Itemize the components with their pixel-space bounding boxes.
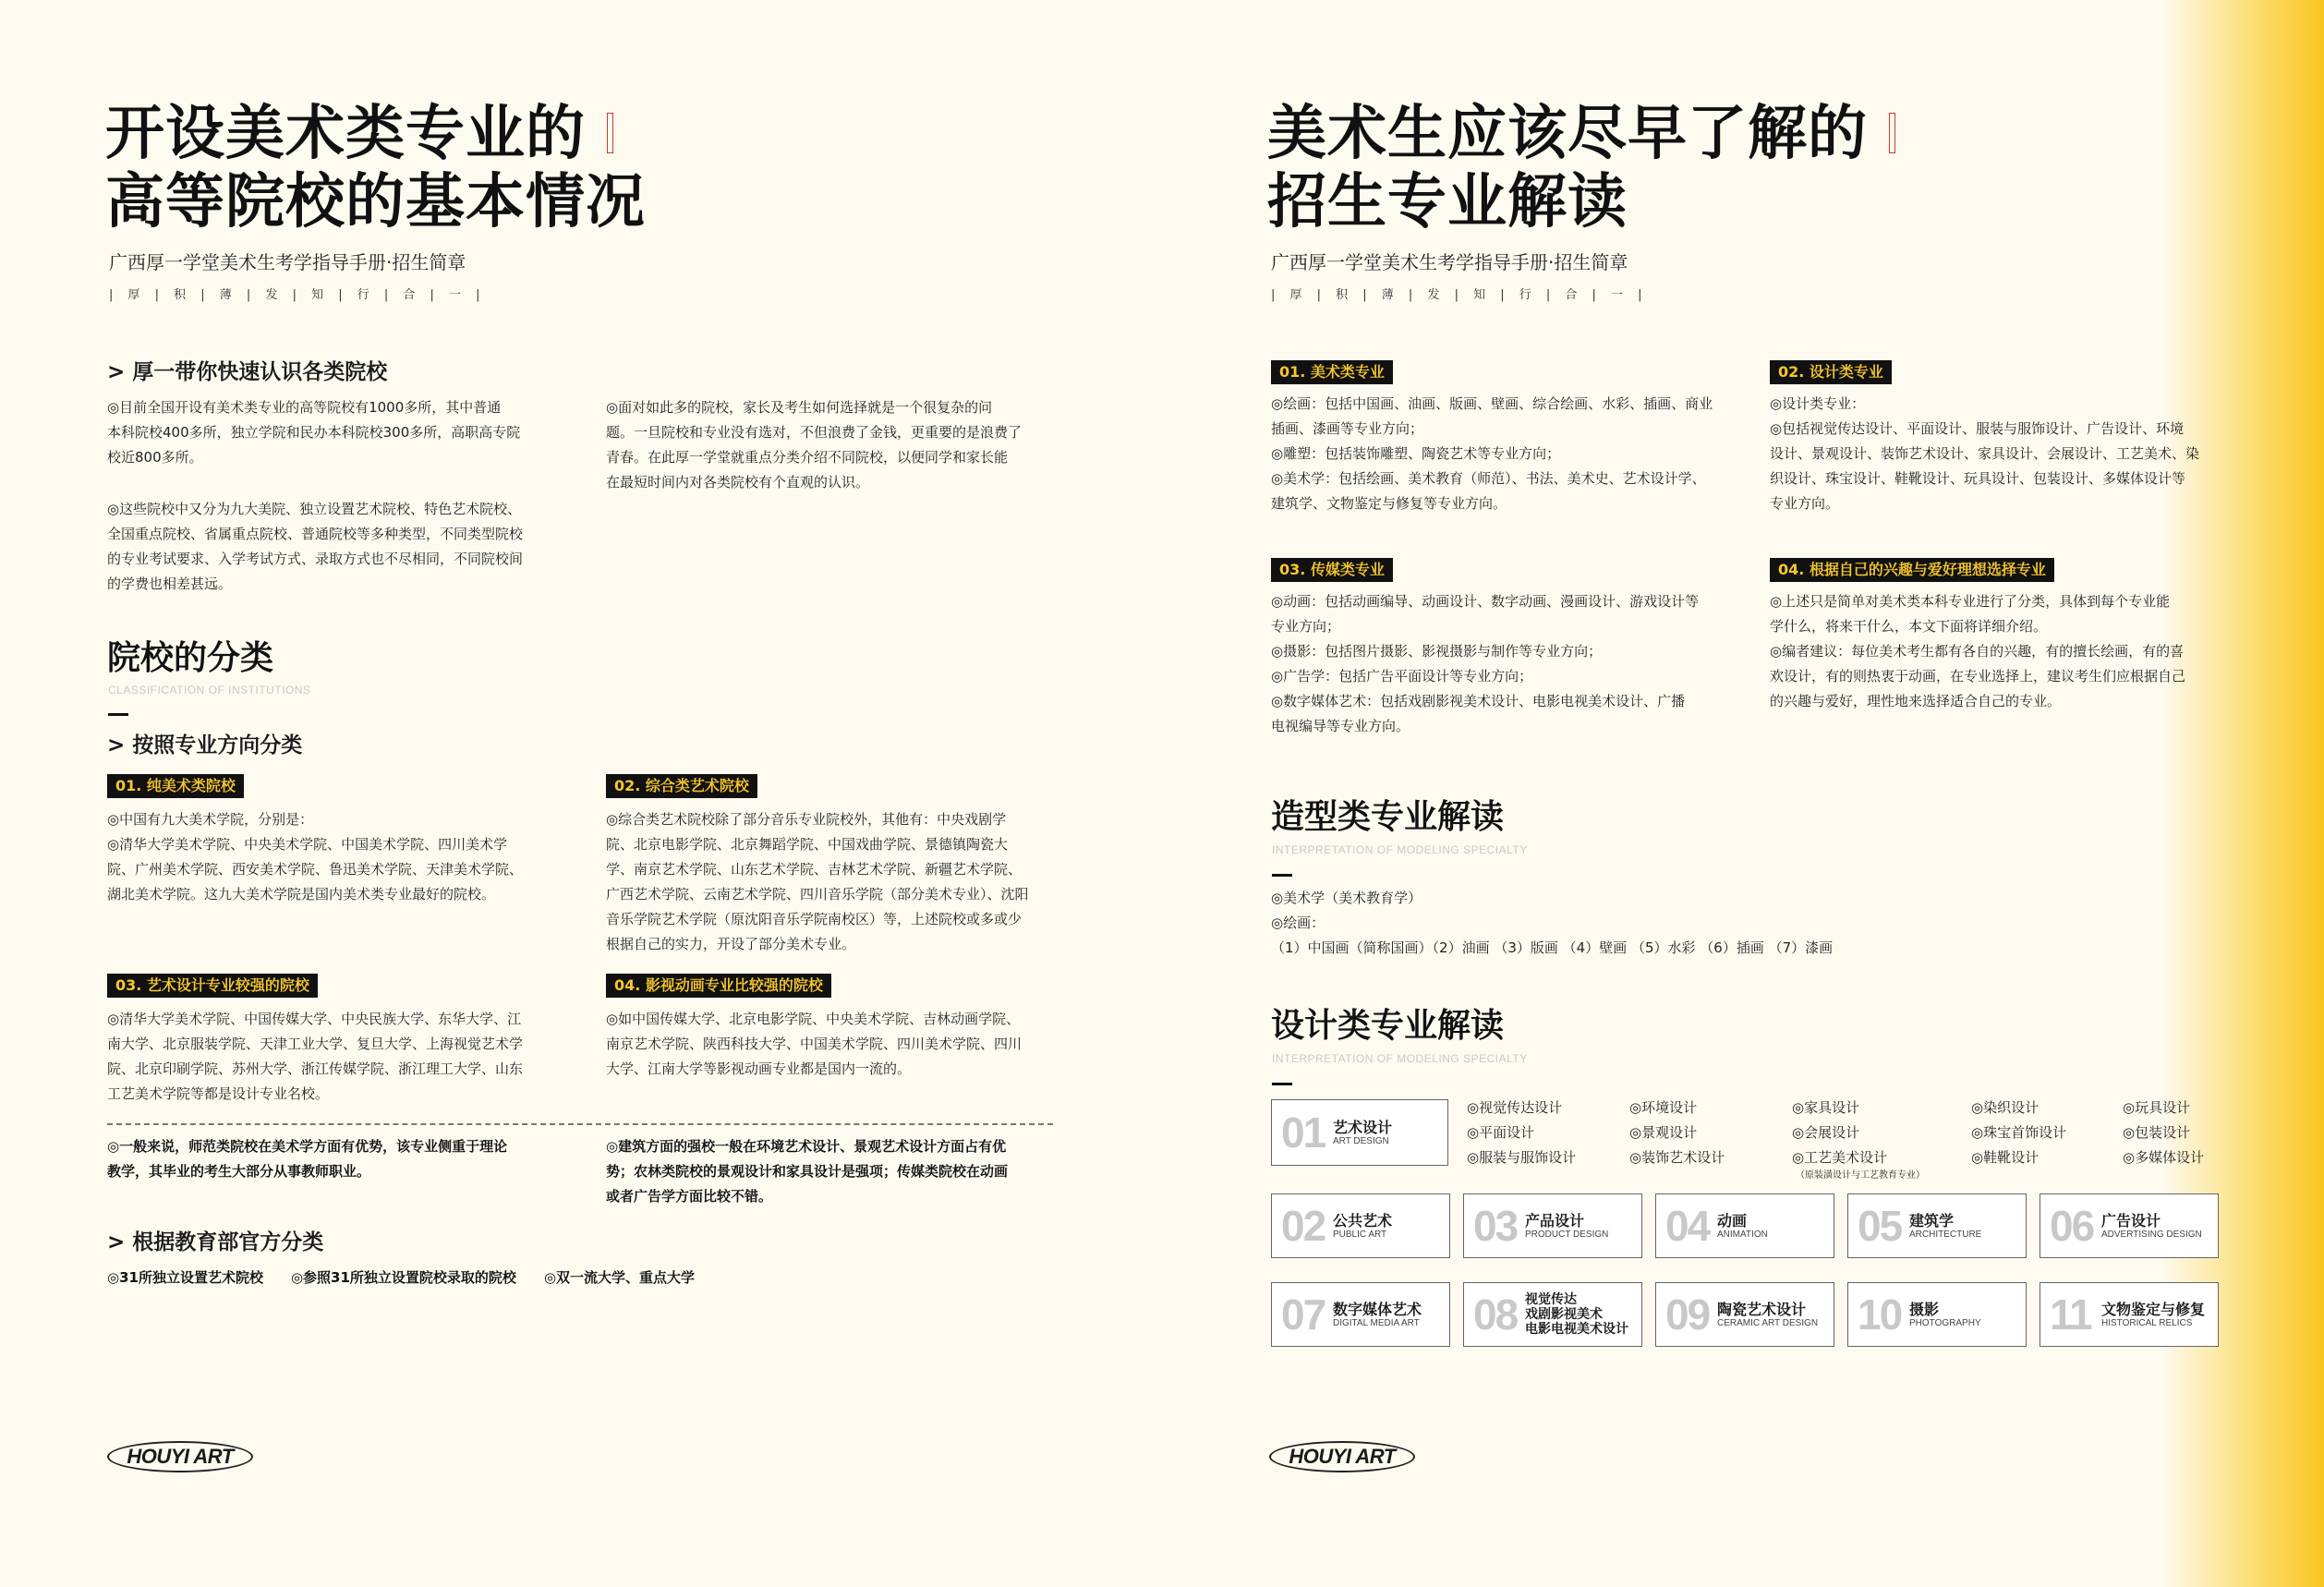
text-line: 的专业考试要求、入学考试方式、录取方式也不尽相同，不同院校间 bbox=[107, 551, 524, 567]
text-line: 教学，其毕业的考生大部分从事教师职业。 bbox=[107, 1163, 371, 1180]
official-category-list bbox=[107, 1266, 695, 1290]
category-block-3 bbox=[107, 974, 569, 1107]
major-card-05 bbox=[1847, 1193, 2027, 1258]
text-line: 或者广告学方面比较不错。 bbox=[606, 1188, 773, 1205]
card-subtitle: HISTORICAL RELICS bbox=[2101, 1318, 2193, 1328]
text-line: ◎美术学（美术教育学） bbox=[1271, 890, 1422, 906]
text-line: 根据自己的实力，开设了部分美术专业。 bbox=[606, 936, 856, 952]
list-item: ◎视觉传达设计 bbox=[1467, 1099, 1563, 1116]
card-number: 05 bbox=[1858, 1202, 1902, 1250]
list-item: ◎参照31所独立设置院校录取的院校 bbox=[290, 1269, 516, 1286]
major-block-2 bbox=[1770, 360, 2232, 516]
category-block-4 bbox=[606, 974, 1068, 1082]
text-line: ◎中国有九大美术学院，分别是： bbox=[107, 811, 314, 828]
category-tag: 03. 传媒类专业 bbox=[1271, 558, 1393, 582]
major-card-07 bbox=[1271, 1282, 1450, 1347]
intro-paragraph-2 bbox=[107, 497, 569, 597]
category-tag: 01. 纯美术类院校 bbox=[107, 774, 244, 798]
classification-heading: 院校的分类 bbox=[107, 638, 274, 677]
text-line: 织设计、珠宝设计、鞋靴设计、玩具设计、包装设计、多媒体设计等 bbox=[1770, 470, 2186, 487]
text-line: 工艺美术学院等都是设计专业名校。 bbox=[107, 1085, 330, 1102]
category-block-2 bbox=[606, 774, 1068, 957]
major-card-10 bbox=[1847, 1282, 2027, 1347]
list-item: ◎环境设计 bbox=[1629, 1099, 1698, 1116]
category-block-1 bbox=[107, 774, 569, 907]
design-list-column bbox=[1971, 1096, 2123, 1181]
text-line: 校近800多所。 bbox=[107, 449, 203, 466]
text-line: 大学、江南大学等影视动画专业都是国内一流的。 bbox=[606, 1060, 912, 1077]
text-line: 学、南京艺术学院、山东艺术学院、吉林艺术学院、新疆艺术学院、 bbox=[606, 861, 1023, 878]
text-line: ◎目前全国开设有美术类专业的高等院校有1000多所，其中普通 bbox=[107, 399, 502, 416]
right-title-line2: 招生专业解读 bbox=[1267, 167, 1628, 236]
text-line: 题。一旦院校和专业没有选对，不但浪费了金钱，更重要的是浪费了 bbox=[606, 424, 1023, 441]
design-list-column bbox=[1792, 1096, 1971, 1181]
text-line: 本科院校400多所，独立学院和民办本科院校300多所，高职高专院 bbox=[107, 424, 521, 441]
card-subtitle: PRODUCT DESIGN bbox=[1525, 1230, 1609, 1240]
text-line: ◎雕塑：包括装饰雕塑、陶瓷艺术等专业方向； bbox=[1271, 445, 1561, 462]
note-bold-2 bbox=[606, 1134, 1068, 1209]
text-line: ◎动画：包括动画编导、动画设计、数字动画、漫画设计、游戏设计等 bbox=[1271, 593, 1700, 610]
design-heading: 设计类专业解读 bbox=[1271, 1006, 1505, 1045]
text-line: 院、北京电影学院、北京舞蹈学院、中国戏曲学院、景德镇陶瓷大 bbox=[606, 836, 1009, 853]
major-card-06 bbox=[2040, 1193, 2219, 1258]
card-title: 陶瓷艺术设计 bbox=[1717, 1301, 1807, 1318]
left-subtitle: 广西厚一学堂美术生考学指导手册·招生简章 bbox=[109, 251, 466, 273]
text-line: 全国重点院校、省属重点院校、普通院校等多种类型，不同类型院校 bbox=[107, 526, 524, 542]
section-heading-official: > 根据教育部官方分类 bbox=[107, 1230, 324, 1254]
card-number: 10 bbox=[1858, 1290, 1902, 1339]
left-motto: | 厚 | 积 | 薄 | 发 | 知 | 行 | 合 | 一 | bbox=[109, 288, 486, 302]
right-motto: | 厚 | 积 | 薄 | 发 | 知 | 行 | 合 | 一 | bbox=[1271, 288, 1648, 302]
card-title: 产品设计 bbox=[1525, 1212, 1585, 1230]
card-subtitle: ANIMATION bbox=[1717, 1230, 1768, 1240]
classification-heading-en: CLASSIFICATION OF INSTITUTIONS bbox=[108, 684, 311, 697]
list-item: ◎多媒体设计 bbox=[2123, 1149, 2205, 1166]
category-tag: 02. 设计类专业 bbox=[1770, 360, 1892, 384]
card-title: 视觉传达 戏剧影视美术 电影电视美术设计 bbox=[1525, 1292, 1628, 1337]
list-item: ◎工艺美术设计 bbox=[1792, 1149, 1888, 1166]
text-line: 专业方向。 bbox=[1770, 495, 1840, 512]
major-card-row-1 bbox=[1271, 1193, 2219, 1258]
text-line: ◎摄影：包括图片摄影、影视摄影与制作等专业方向； bbox=[1271, 643, 1603, 660]
text-line: 广西艺术学院、云南艺术学院、四川音乐学院（部分美术专业）、沈阳 bbox=[606, 886, 1029, 903]
text-line: ◎如中国传媒大学、北京电影学院、中央美术学院、吉林动画学院、 bbox=[606, 1011, 1021, 1027]
card-number: 04 bbox=[1665, 1202, 1710, 1250]
major-card-03 bbox=[1463, 1193, 1642, 1258]
text-line: ◎数字媒体艺术：包括戏剧影视美术设计、电影电视美术设计、广播 bbox=[1271, 693, 1686, 709]
design-major-list bbox=[1467, 1096, 2280, 1181]
left-title bbox=[105, 100, 646, 236]
card-subtitle: PUBLIC ART bbox=[1333, 1230, 1387, 1240]
note-bold-1 bbox=[107, 1134, 569, 1184]
text-line: 院、北京印刷学院、苏州大学、浙江传媒学院、浙江理工大学、山东 bbox=[107, 1060, 524, 1077]
text-line: ◎建筑方面的强校一般在环境艺术设计、景观艺术设计方面占有优 bbox=[606, 1138, 1007, 1155]
right-title-line1: 美术生应该尽早了解的 bbox=[1267, 99, 1868, 168]
list-item: ◎服装与服饰设计 bbox=[1467, 1149, 1577, 1166]
text-line: 的学费也相差甚远。 bbox=[107, 575, 233, 592]
text-line: 建筑学、文物鉴定与修复等专业方向。 bbox=[1271, 495, 1507, 512]
text-line: ◎美术学：包括绘画、美术教育（师范）、书法、美术史、艺术设计学、 bbox=[1271, 470, 1706, 487]
heading-dash bbox=[108, 713, 128, 716]
major-block-4 bbox=[1770, 558, 2232, 714]
seal-mark bbox=[1889, 113, 1895, 153]
design-list-column bbox=[1629, 1096, 1792, 1181]
card-number: 08 bbox=[1473, 1290, 1518, 1339]
card-title: 广告设计 bbox=[2101, 1212, 2161, 1230]
modeling-heading: 造型类专业解读 bbox=[1271, 797, 1505, 836]
text-line: 湖北美术学院。这九大美术学院是国内美术类专业最好的院校。 bbox=[107, 886, 496, 903]
heading-dash bbox=[1272, 1083, 1292, 1085]
text-line: ◎上述只是简单对美术类本科专业进行了分类，具体到每个专业能 bbox=[1770, 593, 2171, 610]
text-line: （1）中国画（简称国画）（2）油画 （3）版画 （4）壁画 （5）水彩 （6）插画 （7）漆画 bbox=[1271, 939, 1834, 956]
card-title: 建筑学 bbox=[1909, 1212, 1955, 1230]
text-line: ◎清华大学美术学院、中央美术学院、中国美术学院、四川美术学 bbox=[107, 836, 508, 853]
text-line: 的兴趣与爱好，理性地来选择适合自己的专业。 bbox=[1770, 693, 2062, 709]
card-title: 动画 bbox=[1717, 1212, 1748, 1230]
design-list-column bbox=[1467, 1096, 1629, 1181]
text-line: ◎面对如此多的院校，家长及考生如何选择就是一个很复杂的问 bbox=[606, 399, 993, 416]
text-line: ◎编者建议：每位美术考生都有各自的兴趣，有的擅长绘画，有的喜 bbox=[1770, 643, 2185, 660]
modeling-list bbox=[1271, 886, 1833, 961]
section-heading-quick-intro: > 厚一带你快速认识各类院校 bbox=[107, 360, 388, 384]
card-subtitle: ARCHITECTURE bbox=[1909, 1230, 1982, 1240]
text-line: ◎绘画：包括中国画、油画、版画、壁画、综合绘画、水彩、插画、商业 bbox=[1271, 395, 1713, 412]
category-tag: 04. 根据自己的兴趣与爱好理想选择专业 bbox=[1770, 558, 2054, 582]
card-number: 02 bbox=[1281, 1202, 1325, 1250]
seal-mark bbox=[607, 113, 613, 153]
major-block-3 bbox=[1271, 558, 1751, 739]
card-number: 03 bbox=[1473, 1202, 1518, 1250]
card-subtitle: ADVERTISING DESIGN bbox=[2101, 1230, 2202, 1240]
list-item: ◎平面设计 bbox=[1467, 1124, 1535, 1141]
card-title: 文物鉴定与修复 bbox=[2101, 1301, 2206, 1318]
design-note: （原装潢设计与工艺教育专业） bbox=[1796, 1170, 1925, 1181]
card-number: 11 bbox=[2050, 1290, 2091, 1339]
text-line: 青春。在此厚一学堂就重点分类介绍不同院校，以便同学和家长能 bbox=[606, 449, 1009, 466]
list-item: ◎装饰艺术设计 bbox=[1629, 1149, 1725, 1166]
card-number: 01 bbox=[1281, 1108, 1325, 1157]
modeling-heading-en: INTERPRETATION OF MODELING SPECIALTY bbox=[1272, 843, 1528, 856]
intro-paragraph-1 bbox=[107, 395, 569, 470]
list-item: ◎染织设计 bbox=[1971, 1099, 2040, 1116]
text-line: ◎清华大学美术学院、中国传媒大学、中央民族大学、东华大学、江 bbox=[107, 1011, 522, 1027]
major-card-02 bbox=[1271, 1193, 1450, 1258]
list-item: ◎鞋靴设计 bbox=[1971, 1149, 2040, 1166]
card-subtitle: CERAMIC ART DESIGN bbox=[1717, 1318, 1819, 1328]
intro-paragraph-3 bbox=[606, 395, 1068, 495]
text-line: 南京艺术学院、陕西科技大学、中国美术学院、四川美术学院、四川 bbox=[606, 1036, 1023, 1052]
category-tag: 03. 艺术设计专业较强的院校 bbox=[107, 974, 318, 998]
card-title: 数字媒体艺术 bbox=[1333, 1301, 1422, 1318]
text-line: 专业方向； bbox=[1271, 618, 1341, 635]
card-title: 艺术设计 bbox=[1333, 1119, 1393, 1136]
text-line: ◎综合类艺术院校除了部分音乐专业院校外，其他有：中央戏剧学 bbox=[606, 811, 1007, 828]
list-item: ◎会展设计 bbox=[1792, 1124, 1860, 1141]
dashed-divider bbox=[107, 1123, 1053, 1125]
list-item: ◎包装设计 bbox=[2123, 1124, 2191, 1141]
left-title-line2: 高等院校的基本情况 bbox=[105, 167, 646, 236]
right-title bbox=[1267, 100, 1895, 236]
design-heading-en: INTERPRETATION OF MODELING SPECIALTY bbox=[1272, 1052, 1528, 1065]
text-line: 电视编导等专业方向。 bbox=[1271, 718, 1410, 734]
text-line: ◎广告学：包括广告平面设计等专业方向； bbox=[1271, 668, 1533, 684]
card-number: 06 bbox=[2050, 1202, 2094, 1250]
text-line: ◎设计类专业： bbox=[1770, 395, 1866, 412]
card-subtitle: DIGITAL MEDIA ART bbox=[1333, 1318, 1420, 1328]
list-item: ◎双一流大学、重点大学 bbox=[543, 1269, 696, 1286]
text-line: 势；农林类院校的景观设计和家具设计是强项；传媒类院校在动画 bbox=[606, 1163, 1009, 1180]
major-card-11 bbox=[2040, 1282, 2219, 1347]
heading-dash bbox=[1272, 874, 1292, 877]
card-number: 09 bbox=[1665, 1290, 1710, 1339]
major-card-08 bbox=[1463, 1282, 1642, 1347]
major-block-1 bbox=[1271, 360, 1751, 516]
category-tag: 02. 综合类艺术院校 bbox=[606, 774, 757, 798]
text-line: 设计、景观设计、装饰艺术设计、家具设计、会展设计、工艺美术、染 bbox=[1770, 445, 2200, 462]
card-subtitle: PHOTOGRAPHY bbox=[1909, 1318, 1981, 1328]
card-number: 07 bbox=[1281, 1290, 1325, 1339]
major-card-09 bbox=[1655, 1282, 1834, 1347]
text-line: 插画、漆画等专业方向； bbox=[1271, 420, 1424, 437]
list-item: ◎玩具设计 bbox=[2123, 1099, 2191, 1116]
card-title: 公共艺术 bbox=[1333, 1212, 1393, 1230]
list-item: ◎珠宝首饰设计 bbox=[1971, 1124, 2067, 1141]
text-line: 南大学、北京服装学院、天津工业大学、复旦大学、上海视觉艺术学 bbox=[107, 1036, 524, 1052]
category-tag: 01. 美术类专业 bbox=[1271, 360, 1393, 384]
major-card-row-2 bbox=[1271, 1282, 2219, 1347]
text-line: 在最短时间内对各类院校有个直观的认识。 bbox=[606, 474, 870, 491]
text-line: 院、广州美术学院、西安美术学院、鲁迅美术学院、天津美术学院、 bbox=[107, 861, 524, 878]
text-line: 学什么，将来干什么，本文下面将详细介绍。 bbox=[1770, 618, 2048, 635]
text-line: ◎一般来说，师范类院校在美术学方面有优势，该专业侧重于理论 bbox=[107, 1138, 508, 1155]
text-line: 音乐学院艺术学院（原沈阳音乐学院南校区）等，上述院校或多或少 bbox=[606, 911, 1023, 927]
major-card-01 bbox=[1271, 1099, 1448, 1166]
category-tag: 04. 影视动画专业比较强的院校 bbox=[606, 974, 831, 998]
card-subtitle: ART DESIGN bbox=[1333, 1136, 1389, 1146]
text-line: 欢设计，有的则热衷于动画，在专业选择上，建议考生们应根据自己 bbox=[1770, 668, 2186, 684]
text-line: ◎包括视觉传达设计、平面设计、服装与服饰设计、广告设计、环境 bbox=[1770, 420, 2185, 437]
design-list-column bbox=[2123, 1096, 2252, 1181]
text-line: ◎这些院校中又分为九大美院、独立设置艺术院校、特色艺术院校、 bbox=[107, 501, 522, 517]
card-title: 摄影 bbox=[1909, 1301, 1940, 1318]
right-subtitle: 广西厚一学堂美术生考学指导手册·招生简章 bbox=[1271, 251, 1628, 273]
list-item: ◎31所独立设置艺术院校 bbox=[107, 1269, 263, 1286]
yellow-gradient-edge bbox=[2161, 0, 2324, 1587]
list-item: ◎家具设计 bbox=[1792, 1099, 1860, 1116]
houyi-logo: HOUYI ART bbox=[1269, 1441, 1415, 1472]
major-card-04 bbox=[1655, 1193, 1834, 1258]
left-title-line1: 开设美术类专业的 bbox=[105, 99, 586, 168]
list-item: ◎景观设计 bbox=[1629, 1124, 1698, 1141]
section-heading-by-direction: > 按照专业方向分类 bbox=[107, 733, 303, 757]
houyi-logo: HOUYI ART bbox=[107, 1441, 253, 1472]
text-line: ◎绘画： bbox=[1271, 915, 1325, 931]
